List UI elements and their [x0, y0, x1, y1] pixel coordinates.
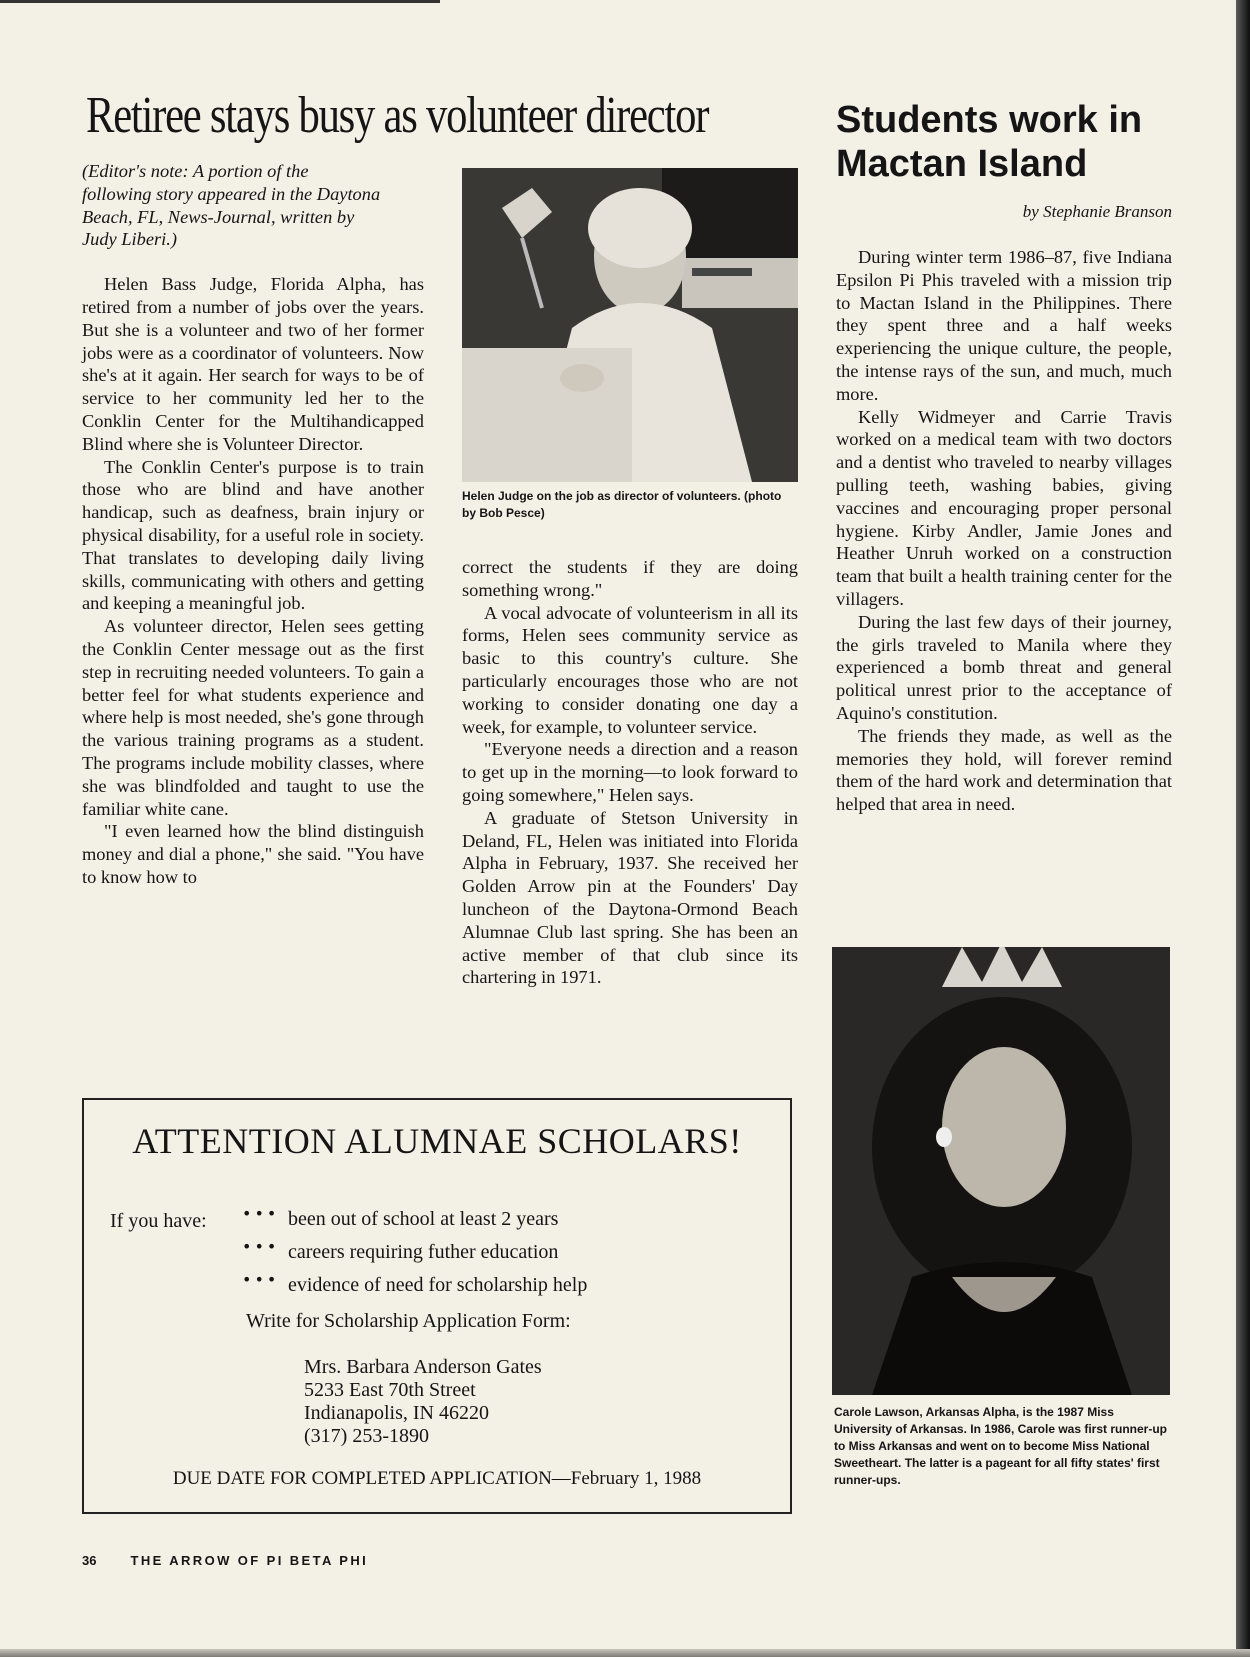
- scholarship-ad-box: [82, 1098, 792, 1514]
- paragraph: The friends they made, as well as the memories they hold, will forever remind them of the hard work and determination that helped that area in need.: [836, 725, 1172, 815]
- ad-title: ATTENTION ALUMNAE SCHOLARS!: [132, 1121, 742, 1161]
- scan-border-top: [0, 0, 440, 3]
- article1-headline: Retiree stays busy as volunteer director: [86, 87, 709, 144]
- helen-judge-photo-illustration: [462, 168, 798, 482]
- page-footer: [82, 1553, 368, 1568]
- paragraph: Kelly Widmeyer and Carrie Travis worked on a medical team with two doctors and a dentist who traveled to nearby villages pulling teeth, washing babies, giving vaccines and encouraging proper personal hygiene. Kirby Andler, Jamie Jones and Heather Unruh worked on a construction team that built a health training center for the villagers.: [836, 406, 1172, 609]
- bullet-dots-icon: •••: [242, 1237, 280, 1256]
- address-line: Mrs. Barbara Anderson Gates: [304, 1356, 542, 1378]
- ad-mailing-address: [304, 1356, 542, 1448]
- helen-judge-photo-caption: Helen Judge on the job as director of volunteers. (photo by Bob Pesce): [462, 489, 782, 520]
- scan-border-right: [1236, 0, 1250, 1657]
- paragraph: The Conklin Center's purpose is to train those who are blind and have another handicap, such as deafness, brain injury or physical disability, for a useful role in society. That translates to developing daily living skills, communicating with others and getting and keeping a meaningful job.: [82, 456, 424, 614]
- paragraph: As volunteer director, Helen sees getting the Conklin Center message out as the first step in recruiting needed volunteers. To gain a better feel for what students experience and where help is most needed, she's gone through the various training programs as a student. The programs include mobility classes, where she was blindfolded and taught to use the familiar white cane.: [82, 616, 424, 819]
- article2-byline: by Stephanie Branson: [1022, 202, 1172, 221]
- article2-headline: Students work in Mactan Island: [836, 99, 1143, 185]
- ad-criteria-text: been out of school at least 2 years: [288, 1208, 559, 1230]
- carole-lawson-photo-illustration: [832, 947, 1170, 1395]
- address-phone: (317) 253-1890: [304, 1425, 429, 1447]
- article1-column-2: [462, 556, 798, 989]
- paragraph: "I even learned how the blind distinguish money and dial a phone," she said. "You have to know how to: [82, 821, 424, 887]
- bullet-dots-icon: •••: [242, 1270, 280, 1289]
- article1-column-1: [82, 160, 424, 889]
- helen-judge-photo: [462, 168, 798, 482]
- paragraph: During winter term 1986–87, five Indiana Epsilon Pi Phis traveled with a mission trip to Mactan Island in the Philippines. There they spent three and a half weeks experiencing the unique culture, the people, the intense rays of the sun, and much, much more.: [836, 247, 1172, 404]
- ad-criteria-text: careers requiring futher education: [288, 1241, 559, 1263]
- ad-lead: If you have:: [110, 1210, 207, 1232]
- address-line: Indianapolis, IN 46220: [304, 1402, 489, 1424]
- paragraph: A vocal advocate of volunteerism in all its forms, Helen sees community service as basic to this country's culture. She particularly encourages those who are not working to consider donating one day a week, for example, to volunteer service.: [462, 602, 798, 737]
- paragraph: correct the students if they are doing something wrong.": [462, 557, 798, 600]
- ad-write-for: Write for Scholarship Application Form:: [246, 1310, 571, 1332]
- paragraph: "Everyone needs a direction and a reason to get up in the morning—to look forward to going somewhere," Helen says.: [462, 739, 798, 805]
- article2-column: [836, 246, 1172, 816]
- editors-note: (Editor's note: A portion of the following story appeared in the Daytona Beach, FL, News-Journal, written by Judy Liberi.): [82, 161, 381, 250]
- paragraph: Helen Bass Judge, Florida Alpha, has retired from a number of jobs over the years. But she is a volunteer and two of her former jobs were as a coordinator of volunteers. Now she's at it again. Her search for ways to be of service to her community led her to the Conklin Center for the Multihandicapped Blind where she is Volunteer Director.: [82, 274, 424, 454]
- page-number: 36: [82, 1553, 97, 1568]
- ad-due-date: DUE DATE FOR COMPLETED APPLICATION—February 1, 1988: [172, 1468, 702, 1489]
- carole-lawson-photo-caption: Carole Lawson, Arkansas Alpha, is the 1987 Miss University of Arkansas. In 1986, Carole was first runner-up to Miss Arkansas and went on to become Miss National Sweetheart. The latter is a pageant for all fifty states' first runner-ups.: [834, 1405, 1167, 1487]
- paragraph: During the last few days of their journey, the girls traveled to Manila where they experienced a bomb threat and general political unrest prior to the acceptance of Aquino's constitution.: [836, 611, 1172, 723]
- bullet-dots-icon: •••: [242, 1204, 280, 1223]
- address-line: 5233 East 70th Street: [304, 1379, 476, 1401]
- scan-border-bottom: [0, 1649, 1250, 1657]
- publication-title: THE ARROW OF PI BETA PHI: [130, 1553, 369, 1568]
- carole-lawson-photo: [832, 947, 1170, 1395]
- ad-criteria-text: evidence of need for scholarship help: [288, 1274, 588, 1296]
- paragraph: A graduate of Stetson University in Deland, FL, Helen was initiated into Florida Alpha in February, 1937. She received her Golden Arrow pin at the Founders' Day luncheon of the Daytona-Ormond Beach Alumnae Club last spring. She has been an active member of that club since its chartering in 1971.: [462, 807, 798, 988]
